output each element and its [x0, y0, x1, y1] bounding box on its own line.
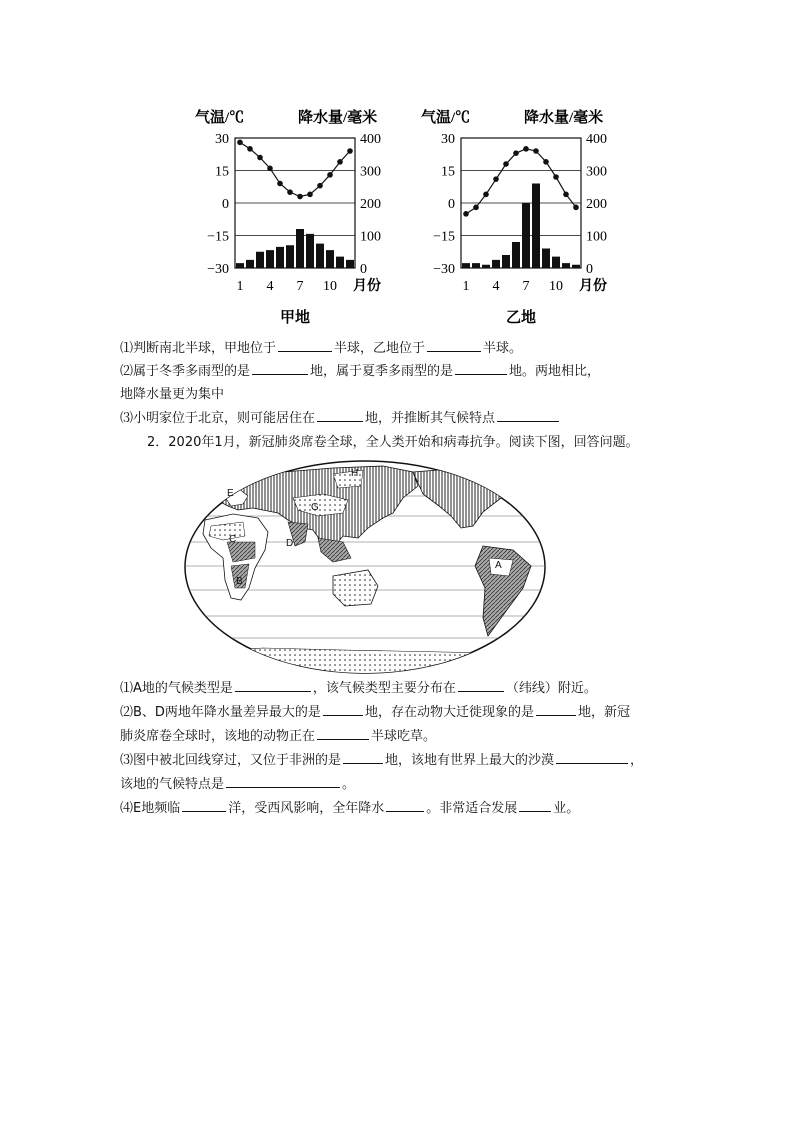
- precip-bar: [306, 234, 314, 268]
- part-3-cont: [120, 775, 355, 794]
- precip-bar: [462, 263, 470, 268]
- temperature-point: [287, 189, 293, 195]
- map-letter-e: E: [227, 488, 234, 499]
- y-left-label: 气温/℃: [195, 110, 245, 126]
- x-label: 月份: [579, 279, 607, 294]
- q3-text-b: 地，并推断其气候特点: [365, 411, 496, 426]
- p2-blank-3[interactable]: [317, 727, 369, 740]
- temperature-point: [347, 148, 353, 154]
- precip-bar: [336, 257, 344, 268]
- precip-bar: [256, 252, 264, 268]
- temperature-point: [247, 146, 253, 152]
- p3-text-e: 。: [342, 777, 356, 792]
- y-right-tick: 100: [586, 229, 607, 245]
- y-left-tick: 15: [441, 164, 455, 180]
- question-2: [120, 362, 600, 381]
- x-tick: 4: [266, 279, 274, 294]
- p3-text-b: 地，该地有世界上最大的沙漠: [385, 753, 555, 768]
- y-right-tick: 100: [360, 229, 381, 245]
- precip-bar: [512, 242, 520, 268]
- p3-text-c: ，: [630, 753, 644, 768]
- p3-blank-1[interactable]: [343, 751, 383, 764]
- precip-bar: [246, 260, 254, 268]
- p4-blank-3[interactable]: [519, 799, 551, 812]
- y-left-tick: 0: [222, 197, 229, 212]
- y-right-tick: 0: [586, 262, 593, 277]
- q2-blank-1[interactable]: [252, 362, 308, 375]
- question-3: [120, 409, 561, 428]
- q-heading-text: 2．2020年1月，新冠肺炎席卷全球，全人类开始和病毒抗争。阅读下图，回答问题。: [147, 435, 639, 450]
- precip-bar: [236, 263, 244, 268]
- p2-blank-2[interactable]: [536, 703, 576, 716]
- q2-text-b: 地，属于夏季多雨型的是: [310, 364, 454, 379]
- y-left-tick: −15: [207, 229, 229, 245]
- p3-blank-2[interactable]: [556, 751, 628, 764]
- map-letter-h: H: [351, 468, 359, 479]
- p2-text-e: 半球吃草。: [371, 729, 437, 744]
- temperature-point: [473, 205, 479, 211]
- p4-text-d: 业。: [553, 801, 580, 816]
- q2-text-a: ⑵属于冬季多雨型的是: [120, 364, 251, 379]
- q1-text-b: 半球，乙地位于: [334, 341, 426, 356]
- x-tick: 7: [296, 279, 304, 294]
- precip-bar: [296, 229, 304, 268]
- temperature-point: [483, 192, 489, 198]
- temperature-point: [237, 140, 243, 146]
- temperature-point: [553, 174, 559, 180]
- y-left-tick: −30: [433, 262, 455, 277]
- p3-blank-3[interactable]: [226, 775, 340, 788]
- temperature-point: [573, 205, 579, 211]
- y-right-tick: 200: [586, 197, 607, 212]
- climate-chart-yi: [416, 100, 626, 330]
- y-left-label: 气温/℃: [421, 110, 471, 126]
- p2-text-a: ⑵B、D两地年降水量差异最大的是: [120, 705, 321, 720]
- temperature-point: [307, 192, 313, 198]
- world-map: [183, 458, 548, 676]
- q3-blank-1[interactable]: [317, 409, 363, 422]
- precip-bar: [276, 247, 284, 268]
- part-2-cont: [120, 727, 436, 746]
- y-right-tick: 300: [586, 164, 607, 180]
- q2-text-c: 地。两地相比，: [509, 364, 601, 379]
- map-letter-g: G: [311, 502, 319, 513]
- y-right-label: 降水量/毫米: [298, 110, 378, 126]
- precip-bar: [552, 257, 560, 268]
- question-1: [120, 339, 522, 358]
- y-left-tick: 30: [215, 132, 229, 147]
- chart-jia-svg: [190, 100, 400, 330]
- q1-blank-2[interactable]: [427, 339, 481, 352]
- p1-text-c: （纬线）附近。: [505, 681, 597, 696]
- p2-text-d: 肺炎席卷全球时，该地的动物正在: [120, 729, 316, 744]
- part-1: [120, 679, 597, 698]
- precip-bar: [562, 263, 570, 268]
- climate-chart-jia: [190, 100, 400, 330]
- map-letter-c: C: [229, 534, 237, 545]
- y-right-tick: 400: [586, 132, 607, 147]
- x-tick: 10: [323, 279, 337, 294]
- p3-text-d: 该地的气候特点是: [120, 777, 225, 792]
- temperature-line: [240, 142, 350, 196]
- p1-blank-2[interactable]: [458, 679, 504, 692]
- temperature-point: [257, 155, 263, 161]
- temperature-point: [297, 194, 303, 200]
- precip-bar: [542, 249, 550, 269]
- precip-bar: [266, 250, 274, 268]
- temperature-point: [267, 166, 273, 172]
- part-3: [120, 751, 643, 770]
- temperature-point: [493, 176, 499, 182]
- temperature-line: [466, 149, 576, 214]
- y-left-tick: 15: [215, 164, 229, 180]
- y-left-tick: −15: [433, 229, 455, 245]
- p4-blank-2[interactable]: [386, 799, 424, 812]
- x-tick: 1: [462, 279, 470, 294]
- temperature-point: [523, 146, 529, 152]
- p2-blank-1[interactable]: [323, 703, 363, 716]
- precip-bar: [522, 203, 530, 268]
- precip-bar: [472, 263, 480, 268]
- temperature-point: [503, 161, 509, 167]
- part-2: [120, 703, 630, 722]
- temperature-point: [327, 172, 333, 178]
- y-right-label: 降水量/毫米: [524, 110, 604, 126]
- p4-text-c: 。非常适合发展: [426, 801, 518, 816]
- temperature-point: [463, 211, 469, 217]
- p1-text-b: ，该气候类型主要分布在: [312, 681, 456, 696]
- temperature-point: [563, 192, 569, 198]
- q3-text-a: ⑶小明家位于北京，则可能居住在: [120, 411, 316, 426]
- x-tick: 4: [492, 279, 500, 294]
- precip-bar: [316, 244, 324, 268]
- p4-text-a: ⑷E地频临: [120, 801, 181, 816]
- p2-text-b: 地，存在动物大迁徙现象的是: [364, 705, 534, 720]
- precip-bar: [492, 260, 500, 268]
- y-left-tick: −30: [207, 262, 229, 277]
- y-right-tick: 400: [360, 132, 381, 147]
- temperature-point: [317, 183, 323, 189]
- y-right-tick: 0: [360, 262, 367, 277]
- p1-text-a: ⑴A地的气候类型是: [120, 681, 233, 696]
- q1-blank-1[interactable]: [278, 339, 332, 352]
- precip-bar: [482, 265, 490, 268]
- p1-blank-1[interactable]: [235, 679, 311, 692]
- x-tick: 10: [549, 279, 563, 294]
- x-tick: 1: [236, 279, 244, 294]
- chart-title: 甲地: [279, 310, 311, 326]
- q2-blank-2[interactable]: [455, 362, 507, 375]
- precip-bar: [326, 250, 334, 268]
- question-heading-2: [147, 434, 639, 452]
- p3-text-a: ⑶图中被北回线穿过，又位于非洲的是: [120, 753, 342, 768]
- y-left-tick: 30: [441, 132, 455, 147]
- p4-text-b: 洋，受西风影响，全年降水: [228, 801, 385, 816]
- temperature-point: [533, 148, 539, 154]
- x-label: 月份: [353, 279, 381, 294]
- y-right-tick: 200: [360, 197, 381, 212]
- q1-text-a: ⑴判断南北半球，甲地位于: [120, 341, 277, 356]
- map-letter-b: B: [236, 576, 243, 587]
- q2-text-d: 地降水量更为集中: [120, 387, 225, 402]
- x-tick: 7: [522, 279, 530, 294]
- chart-title: 乙地: [505, 310, 537, 326]
- temperature-point: [337, 159, 343, 165]
- map-letter-a: A: [495, 560, 502, 571]
- q3-blank-2[interactable]: [497, 409, 559, 422]
- y-left-tick: 0: [448, 197, 455, 212]
- map-letter-d: D: [286, 538, 294, 549]
- precip-bar: [502, 255, 510, 268]
- precip-bar: [572, 265, 580, 268]
- p2-text-c: 地，新冠: [577, 705, 630, 720]
- temperature-point: [543, 159, 549, 165]
- temperature-point: [277, 181, 283, 187]
- q1-text-c: 半球。: [483, 341, 523, 356]
- temperature-point: [513, 150, 519, 156]
- precip-bar: [346, 260, 354, 268]
- world-map-svg: [183, 458, 548, 676]
- question-2-cont: [120, 386, 224, 404]
- p4-blank-1[interactable]: [182, 799, 226, 812]
- chart-yi-svg: [416, 100, 626, 330]
- precip-bar: [532, 184, 540, 269]
- y-right-tick: 300: [360, 164, 381, 180]
- precip-bar: [286, 245, 294, 268]
- part-4: [120, 799, 579, 818]
